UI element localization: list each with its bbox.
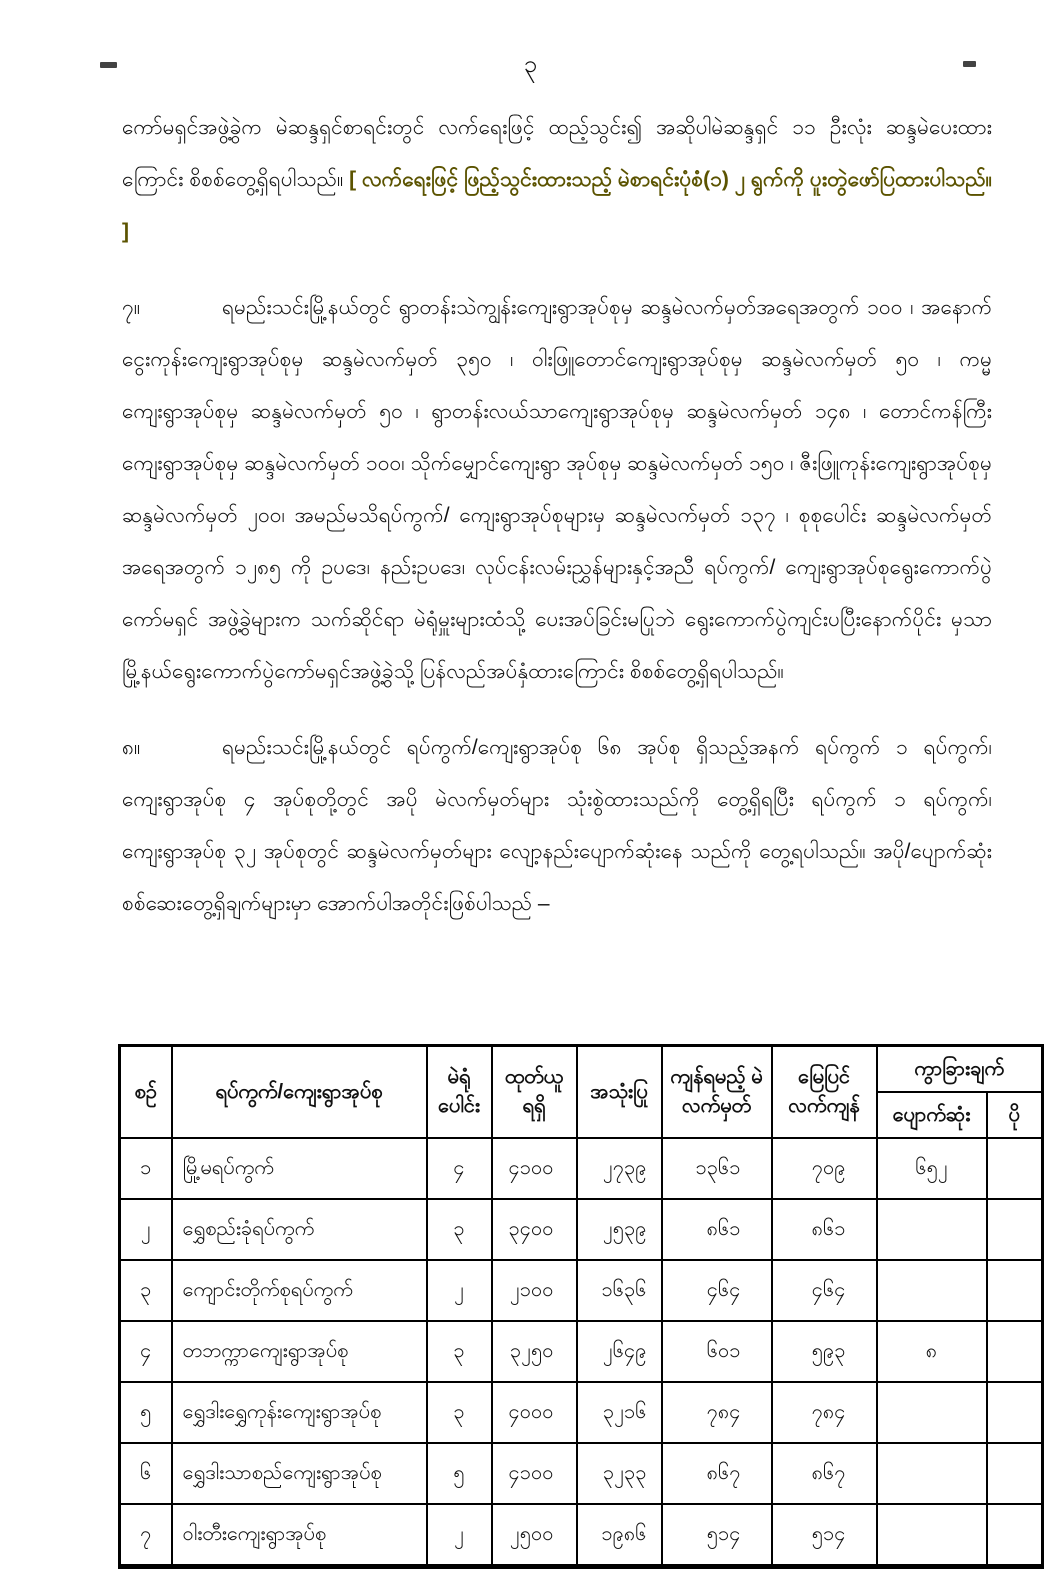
header-used: အသုံးပြု	[577, 1046, 662, 1139]
cell-extra	[987, 1382, 1043, 1443]
header-actual-remaining: မြေပြင် လက်ကျန်	[772, 1046, 877, 1139]
cell-missing	[877, 1260, 987, 1321]
paragraph-text: ရမည်းသင်းမြို့နယ်တွင် ရွာတန်းသဲကျွန်းကျေးရွာအုပ်စုမှ ဆန္ဒမဲလက်မှတ်အရေအတွက် ၁၀၀ ၊ အနောက်ငွေးကုန်းကျေးရွာအုပ်စုမှ ဆန္ဒမဲလက်မှတ် ၃၅၀ ၊ ဝါးဖြူတောင်ကျေးရွာအုပ်စုမှ ဆန္ဒမဲလက်မှတ် ၅၀ ၊ ကမ္မကျေးရွာအုပ်စုမှ ဆန္ဒမဲလက်မှတ် ၅၀ ၊ ရွာတန်းလယ်သာကျေးရွာအုပ်စုမှ ဆန္ဒမဲလက်မှတ် ၁၄၈ ၊ တောင်ကန်ကြီးကျေးရွာအုပ်စုမှ ဆန္ဒမဲလက်မှတ် ၁၀၀၊ သိုက်မျှောင်ကျေးရွာ အုပ်စုမှ ဆန္ဒမဲလက်မှတ် ၁၅၀ ၊ ဇီးဖြူကုန်းကျေးရွာအုပ်စုမှ ဆန္ဒမဲလက်မှတ် ၂၀၀၊ အမည်မသိရပ်ကွက်/ ကျေးရွာအုပ်စုများမှ ဆန္ဒမဲလက်မှတ် ၁၃၇ ၊ စုစုပေါင်း ဆန္ဒမဲလက်မှတ်အရေအတွက် ၁၂၈၅ ကို ဥပဒေ၊ နည်းဥပဒေ၊ လုပ်ငန်းလမ်းညွှန်များနှင့်အညီ ရပ်ကွက်/ ကျေးရွာအုပ်စုရွေးကောက်ပွဲကော်မရှင် အဖွဲ့ခွဲများက သက်ဆိုင်ရာ မဲရုံမှူးများထံသို့ ပေးအပ်ခြင်းမပြုဘဲ ရွေးကောက်ပွဲကျင်းပပြီးနောက်ပိုင်း မှသာ မြို့နယ်ရွေးကောက်ပွဲကော်မရှင်အဖွဲ့ခွဲသို့ ပြန်လည်အပ်နှံထားကြောင်း စိစစ်တွေ့ရှိရပါသည်။	[122, 296, 992, 683]
header-difference: ကွာခြားချက်	[877, 1046, 1043, 1093]
header-ward-name: ရပ်ကွက်/ကျေးရွာအုပ်စု	[172, 1046, 427, 1139]
cell-used: ၂၆၄၉	[577, 1321, 662, 1382]
cell-actual-remaining: ၅၁၄	[772, 1504, 877, 1567]
cell-ward-name: ရွှေဒါးသာစည်ကျေးရွာအုပ်စု	[172, 1443, 427, 1504]
cell-ward-name: ရွှေဒါးရွှေကုန်းကျေးရွာအုပ်စု	[172, 1382, 427, 1443]
paragraph-number: ၇။	[122, 296, 141, 319]
cell-should-remain: ၄၆၄	[662, 1260, 772, 1321]
header-received: ထုတ်ယူ ရရှိ	[492, 1046, 577, 1139]
cell-should-remain: ၁၃၆၁	[662, 1138, 772, 1199]
header-missing: ပျောက်ဆုံး	[877, 1092, 987, 1138]
cell-used: ၃၂၃၃	[577, 1443, 662, 1504]
cell-used: ၃၂၁၆	[577, 1382, 662, 1443]
paragraph-text: ရမည်းသင်းမြို့နယ်တွင် ရပ်ကွက်/ကျေးရွာအုပ်စု ၆၈ အုပ်စု ရှိသည့်အနက် ရပ်ကွက် ၁ ရပ်ကွက်၊ ကျေးရွာအုပ်စု ၄ အုပ်စုတို့တွင် အပို မဲလက်မှတ်များ သုံးစွဲထားသည်ကို တွေ့ရှိရပြီး ရပ်ကွက် ၁ ရပ်ကွက်၊ ကျေးရွာအုပ်စု ၃၂ အုပ်စုတွင် ဆန္ဒမဲလက်မှတ်များ လျော့နည်းပျောက်ဆုံးနေ သည်ကို တွေ့ရပါသည်။ အပို/ပျောက်ဆုံး စစ်ဆေးတွေ့ရှိချက်များမှာ အောက်ပါအတိုင်းဖြစ်ပါသည် –	[122, 736, 992, 915]
page-number: ၃	[523, 51, 538, 78]
document-body	[122, 102, 992, 1040]
paragraph-7	[122, 282, 992, 698]
cell-ward-name: မြို့မရပ်ကွက်	[172, 1138, 427, 1199]
cell-received: ၃၄၀၀	[492, 1199, 577, 1260]
paragraph-continuation	[122, 102, 992, 258]
cell-should-remain: ၆၀၁	[662, 1321, 772, 1382]
table-row	[120, 1504, 1043, 1567]
cell-polling-stations: ၃	[427, 1382, 492, 1443]
cell-ward-name: ဝါးတီးကျေးရွာအုပ်စု	[172, 1504, 427, 1567]
table-row	[120, 1260, 1043, 1321]
cell-used: ၂၅၃၉	[577, 1199, 662, 1260]
cell-missing	[877, 1443, 987, 1504]
cell-should-remain: ၈၆၁	[662, 1199, 772, 1260]
cell-extra	[987, 1260, 1043, 1321]
table-row	[120, 1138, 1043, 1199]
cell-no: ၇	[120, 1504, 172, 1567]
cell-received: ၂၅၀၀	[492, 1504, 577, 1567]
scan-artifact	[963, 61, 976, 67]
cell-missing: ၈	[877, 1321, 987, 1382]
cell-used: ၁၆၃၆	[577, 1260, 662, 1321]
paragraph-text: ကော်မရှင်အဖွဲ့ခွဲက မဲဆန္ဒရှင်စာရင်းတွင် လက်ရေးဖြင့် ထည့်သွင်း၍ အဆိုပါမဲဆန္ဒရှင် ၁၁ ဦးလုံး ဆန္ဒမဲပေးထားကြောင်း စိစစ်တွေ့ရှိရပါသည်။	[122, 116, 992, 191]
header-polling-stations: မဲရုံ ပေါင်း	[427, 1046, 492, 1139]
cell-extra	[987, 1199, 1043, 1260]
table-row	[120, 1199, 1043, 1260]
cell-no: ၂	[120, 1199, 172, 1260]
cell-actual-remaining: ၅၉၃	[772, 1321, 877, 1382]
cell-actual-remaining: ၄၆၄	[772, 1260, 877, 1321]
cell-actual-remaining: ၈၆၇	[772, 1443, 877, 1504]
cell-should-remain: ၈၆၇	[662, 1443, 772, 1504]
scan-artifact	[100, 62, 117, 68]
table-row	[120, 1443, 1043, 1504]
cell-polling-stations: ၃	[427, 1321, 492, 1382]
cell-should-remain: ၇၈၄	[662, 1382, 772, 1443]
cell-received: ၂၁၀၀	[492, 1260, 577, 1321]
paragraph-8	[122, 722, 992, 930]
cell-actual-remaining: ၇၈၄	[772, 1382, 877, 1443]
handwritten-ballot-note: [ လက်ရေးဖြင့် ဖြည့်သွင်းထားသည့် မဲစာရင်းပုံစံ(၁) ၂ ရွက်ကို ပူးတွဲဖော်ပြထားပါသည်။ ]	[122, 168, 992, 243]
cell-ward-name: ကျောင်းတိုက်စုရပ်ကွက်	[172, 1260, 427, 1321]
cell-no: ၃	[120, 1260, 172, 1321]
cell-ward-name: တဘက္ကာကျေးရွာအုပ်စု	[172, 1321, 427, 1382]
cell-missing: ၆၅၂	[877, 1138, 987, 1199]
cell-extra	[987, 1321, 1043, 1382]
cell-extra	[987, 1443, 1043, 1504]
cell-extra	[987, 1138, 1043, 1199]
cell-no: ၁	[120, 1138, 172, 1199]
cell-no: ၆	[120, 1443, 172, 1504]
header-should-remain: ကျန်ရမည့် မဲလက်မှတ်	[662, 1046, 772, 1139]
table-row	[120, 1321, 1043, 1382]
cell-polling-stations: ၃	[427, 1199, 492, 1260]
cell-polling-stations: ၅	[427, 1443, 492, 1504]
cell-polling-stations: ၄	[427, 1138, 492, 1199]
cell-received: ၃၂၅၀	[492, 1321, 577, 1382]
cell-received: ၄၁၀၀	[492, 1443, 577, 1504]
cell-actual-remaining: ၇၀၉	[772, 1138, 877, 1199]
cell-used: ၁၉၈၆	[577, 1504, 662, 1567]
cell-no: ၅	[120, 1382, 172, 1443]
header-no: စဉ်	[120, 1046, 172, 1139]
cell-missing	[877, 1199, 987, 1260]
cell-polling-stations: ၂	[427, 1504, 492, 1567]
cell-polling-stations: ၂	[427, 1260, 492, 1321]
cell-missing	[877, 1504, 987, 1567]
paragraph-number: ၈။	[122, 736, 141, 759]
table-row	[120, 1382, 1043, 1443]
cell-extra	[987, 1504, 1043, 1567]
cell-received: ၄၁၀၀	[492, 1138, 577, 1199]
cell-actual-remaining: ၈၆၁	[772, 1199, 877, 1260]
cell-used: ၂၇၃၉	[577, 1138, 662, 1199]
cell-should-remain: ၅၁၄	[662, 1504, 772, 1567]
ballots-table	[118, 1044, 1044, 1569]
header-extra: ပို	[987, 1092, 1043, 1138]
cell-missing	[877, 1382, 987, 1443]
cell-received: ၄၀၀၀	[492, 1382, 577, 1443]
cell-no: ၄	[120, 1321, 172, 1382]
cell-ward-name: ရွှေစည်းခုံရပ်ကွက်	[172, 1199, 427, 1260]
